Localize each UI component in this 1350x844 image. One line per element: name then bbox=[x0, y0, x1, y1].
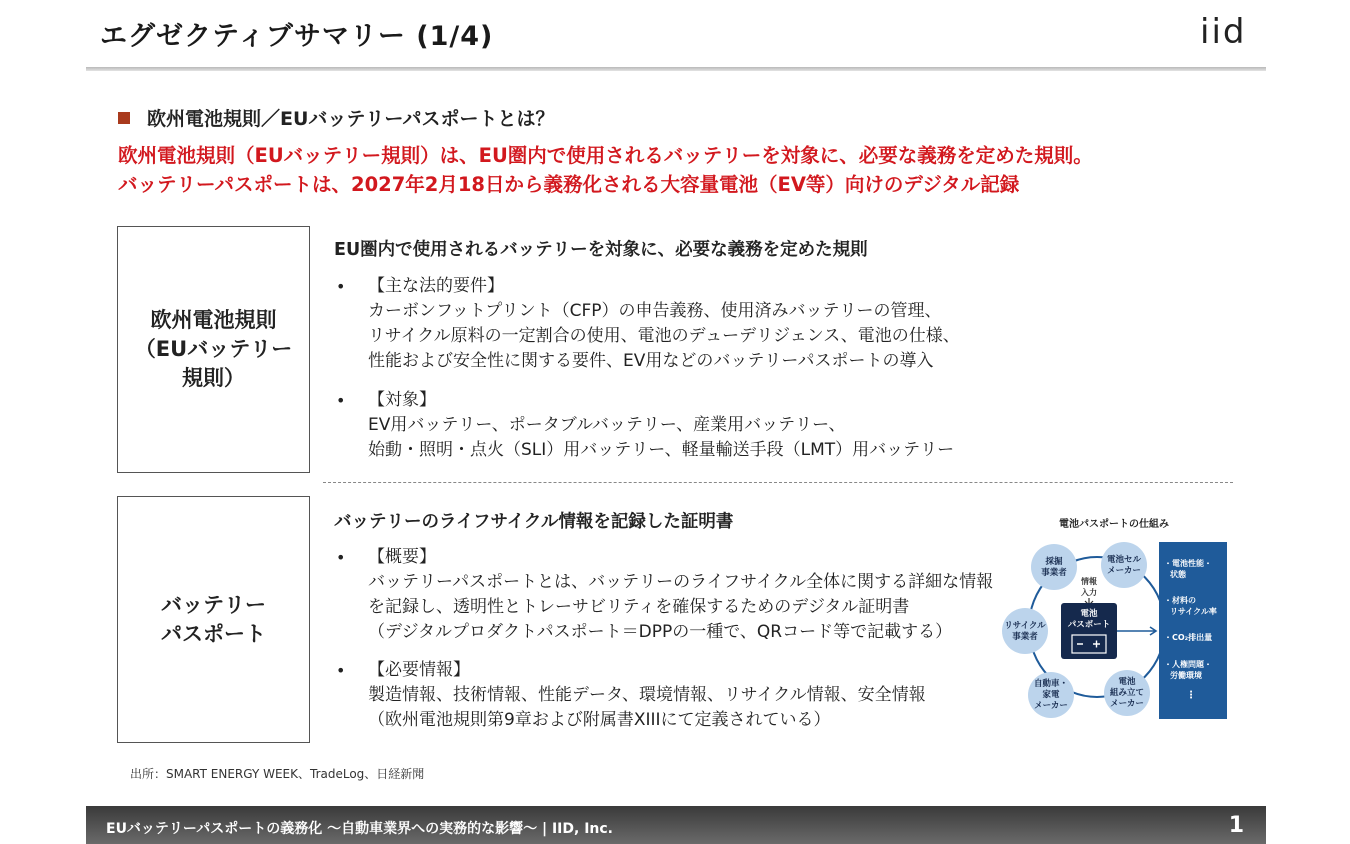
node-label: 採掘 bbox=[1045, 557, 1063, 567]
node-label: メーカー bbox=[1110, 699, 1144, 709]
title-divider bbox=[86, 67, 1266, 71]
footer-text: EUバッテリーパスポートの義務化 ～自動車業界への実務的な影響～ | IID, Inc. bbox=[106, 821, 613, 837]
node-label: メーカー bbox=[1107, 566, 1141, 576]
passport-mechanism-diagram bbox=[1000, 515, 1230, 725]
node-label: 電池 bbox=[1118, 677, 1136, 687]
diagram-svg bbox=[1000, 515, 1230, 725]
info-item: 状態 bbox=[1170, 570, 1186, 579]
overview-label: 【概要】 bbox=[368, 547, 436, 567]
node-label: 自動車・ bbox=[1033, 679, 1069, 689]
node-label: リサイクル bbox=[1004, 621, 1046, 631]
info-item: ・CO₂排出量 bbox=[1164, 633, 1213, 642]
info-item: ・材料の bbox=[1164, 596, 1196, 605]
footer-bar bbox=[86, 806, 1266, 844]
required-info-line: （欧州電池規則第9章および附属書XIIIにて定義されている） bbox=[368, 710, 831, 730]
lead-line-1: 欧州電池規則（EUバッテリー規則）は、EU圏内で使用されるバッテリーを対象に、必要な義務を定めた規則。 bbox=[118, 144, 1093, 167]
node-cell-maker bbox=[1101, 542, 1147, 588]
node-label: 組み立て bbox=[1109, 688, 1145, 698]
section-heading bbox=[118, 104, 554, 131]
node-label: 事業者 bbox=[1012, 632, 1038, 642]
bullet-icon: • bbox=[336, 548, 346, 567]
regulation-box bbox=[117, 226, 310, 473]
page-number: 1 bbox=[1228, 813, 1244, 838]
input-label: 入力 bbox=[1081, 588, 1097, 597]
node-assembler bbox=[1104, 670, 1150, 716]
node-label: メーカー bbox=[1034, 701, 1068, 711]
passport-box bbox=[117, 496, 310, 743]
center-label: パスポート bbox=[1067, 620, 1111, 630]
passport-box-label: バッテリー パスポート bbox=[161, 592, 266, 646]
section-divider bbox=[323, 482, 1233, 483]
requirements-line: カーボンフットプリント（CFP）の申告義務、使用済みバッテリーの管理、 bbox=[368, 301, 942, 321]
square-bullet-icon bbox=[118, 112, 130, 124]
lead-line-2: バッテリーパスポートは、2027年2月18日から義務化される大容量電池（EV等）向けのデジタル記録 bbox=[118, 173, 1020, 196]
center-label: 電池 bbox=[1080, 609, 1098, 619]
required-info-line: 製造情報、技術情報、性能データ、環境情報、リサイクル情報、安全情報 bbox=[368, 685, 926, 705]
info-item: 労働環境 bbox=[1170, 671, 1202, 680]
node-mining bbox=[1031, 544, 1077, 590]
target-line: 始動・照明・点火（SLI）用バッテリー、軽量輸送手段（LMT）用バッテリー bbox=[368, 440, 955, 460]
info-ellipsis: ⋮ bbox=[1186, 690, 1196, 701]
info-item: ・人権問題・ bbox=[1164, 660, 1212, 669]
overview-line: を記録し、透明性とトレーサビリティを確保するためのデジタル証明書 bbox=[368, 597, 910, 617]
target-label: 【対象】 bbox=[368, 390, 436, 410]
battery-passport-icon bbox=[1061, 603, 1117, 659]
passport-heading: バッテリーのライフサイクル情報を記録した証明書 bbox=[334, 512, 734, 532]
target-line: EV用バッテリー、ポータブルバッテリー、産業用バッテリー、 bbox=[368, 415, 846, 435]
requirements-label: 【主な法的要件】 bbox=[368, 276, 504, 296]
overview-line: バッテリーパスポートとは、バッテリーのライフサイクル全体に関する詳細な情報 bbox=[368, 572, 994, 592]
node-oem bbox=[1028, 672, 1074, 718]
input-label: 情報 bbox=[1081, 577, 1097, 586]
node-label: 事業者 bbox=[1041, 568, 1067, 578]
node-circle bbox=[1101, 542, 1147, 588]
node-circle bbox=[1031, 544, 1077, 590]
requirements-line: 性能および安全性に関する要件、EV用などのバッテリーパスポートの導入 bbox=[368, 351, 934, 371]
node-recycler bbox=[1002, 608, 1048, 654]
section-heading-text: 欧州電池規則／EUバッテリーパスポートとは？ bbox=[147, 108, 555, 130]
page-title: エグゼクティブサマリー (1/4) bbox=[100, 21, 494, 52]
info-item: リサイクル率 bbox=[1170, 607, 1217, 616]
company-logo: iid bbox=[1200, 12, 1247, 52]
overview-line: （デジタルプロダクトパスポート＝DPPの一種で、QRコード等で記載する） bbox=[368, 622, 953, 642]
requirements-line: リサイクル原料の一定割合の使用、電池のデューデリジェンス、電池の仕様、 bbox=[368, 326, 960, 346]
info-item: ・電池性能・ bbox=[1164, 559, 1212, 568]
required-info-label: 【必要情報】 bbox=[368, 660, 470, 680]
bullet-icon: • bbox=[336, 391, 346, 410]
node-label: 電池セル bbox=[1106, 555, 1142, 565]
node-label: 家電 bbox=[1042, 690, 1060, 700]
bullet-icon: • bbox=[336, 661, 346, 680]
source-note: 出所：SMART ENERGY WEEK、TradeLog、日経新聞 bbox=[130, 767, 425, 781]
node-circle bbox=[1002, 608, 1048, 654]
bullet-icon: • bbox=[336, 277, 346, 296]
regulation-box-label: 欧州電池規則 （EUバッテリー 規則） bbox=[134, 308, 293, 390]
diagram-title: 電池パスポートの仕組み bbox=[1059, 519, 1169, 530]
regulation-heading: EU圏内で使用されるバッテリーを対象に、必要な義務を定めた規則 bbox=[334, 240, 868, 260]
right-arrow-icon bbox=[1117, 627, 1156, 635]
